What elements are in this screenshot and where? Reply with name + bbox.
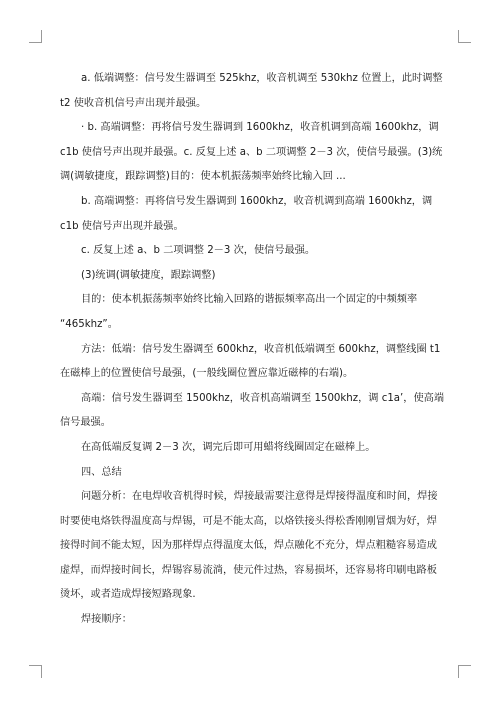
body-line: · b. 高端调整：再将信号发生器调到 1600khz，收音机调到高端 1600khz，调: [81, 122, 439, 134]
crop-mark-top-left: [29, 30, 42, 43]
body-line: 在高低端反复调 2－3 次，调完后即可用蜡将线圈固定在磁棒上。: [81, 441, 376, 453]
body-line: 信号最强。: [60, 417, 111, 429]
document-body: [60, 67, 445, 633]
body-line: c. 反复上述 a、b 二项调整 2－3 次，使信号最强。: [81, 245, 316, 257]
crop-mark-bottom-left: [29, 665, 42, 678]
body-line: 调(调敏捷度，跟踪调整)目的：使本机振荡频率始终比输入回 ...: [60, 171, 346, 183]
crop-mark-top-right: [458, 30, 471, 43]
body-line: a. 低端调整：信号发生器调至 525khz，收音机调至 530khz 位置上，此时调整: [81, 73, 443, 84]
body-line: 时要使电烙铁得温度高与焊锡，可是不能太高，以烙铁接头得松香刚刚冒烟为好，焊: [60, 515, 437, 527]
body-line: 接得时间不能太短，因为那样焊点得温度太低，焊点融化不充分，焊点粗糙容易造成: [60, 540, 437, 552]
body-line: (3)统调(调敏捷度，跟踪调整): [81, 269, 216, 281]
body-line: 方法：低端：信号发生器调至 600khz，收音机低端调至 600khz，调整线圈 t1: [81, 343, 441, 355]
body-line: b. 高端调整：再将信号发生器调到 1600khz，收音机调到高端 1600khz，调: [81, 195, 433, 207]
crop-mark-bottom-right: [458, 665, 471, 678]
body-line: 焊接顺序：: [81, 614, 132, 626]
body-line: t2 使收音机信号声出现并最强。: [60, 97, 207, 109]
body-line: 虚焊，而焊接时间长，焊锡容易流淌，使元件过热，容易损坏，还容易将印刷电路板: [60, 564, 437, 576]
body-line: 在磁棒上的位置使信号最强，(一般线圈位置应靠近磁棒的右端)。: [60, 368, 354, 380]
body-line: 问题分析：在电焊收音机得时候，焊接最需要注意得是焊接得温度和时间，焊接: [81, 491, 438, 503]
body-line: c1b 使信号声出现并最强。: [60, 220, 184, 232]
section-heading: 四、总结: [81, 466, 122, 478]
body-line: “465khz”。: [60, 318, 118, 330]
body-line: c1b 使信号声出现并最强。c. 反复上述 a、b 二项调整 2－3 次，使信号最强。(3)统: [60, 146, 443, 158]
body-line: 高端：信号发生器调至 1500khz，收音机高端调至 1500khz，调 c1a’，使高端: [81, 392, 445, 404]
body-line: 烫坏，或者造成焊接短路现象.: [60, 589, 196, 601]
body-line: 目的：使本机振荡频率始终比输入回路的谐振频率高出一个固定的中频频率: [81, 294, 418, 306]
